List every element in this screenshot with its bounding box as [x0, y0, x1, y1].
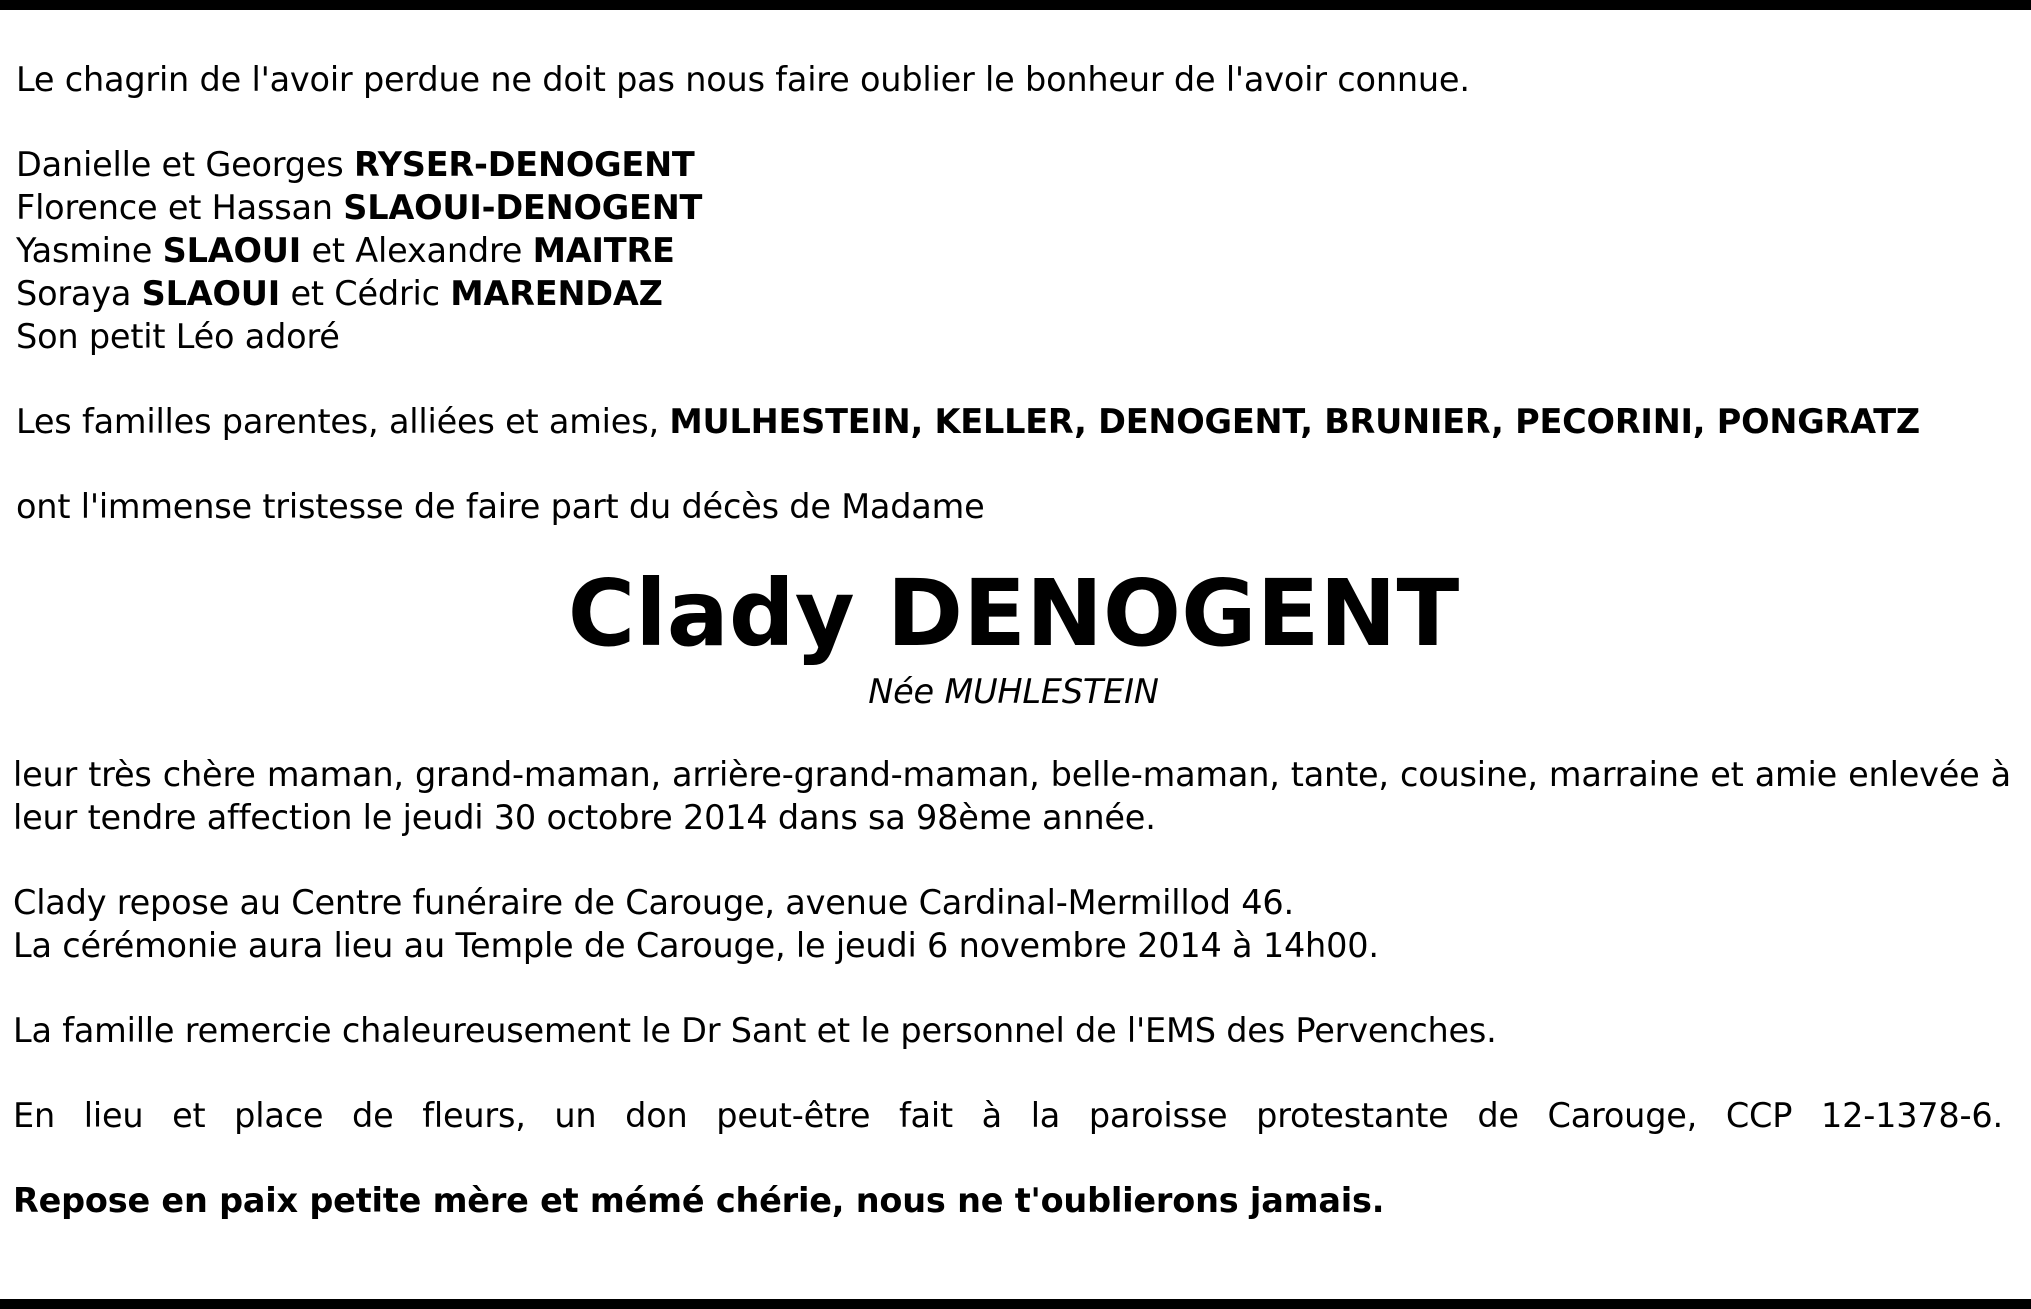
spacer	[16, 358, 2011, 400]
family-surname: SLAOUI	[141, 274, 281, 313]
family-partner-name: et Alexandre	[301, 231, 533, 270]
family-partner-surname: MARENDAZ	[450, 274, 663, 313]
relatives-line	[16, 400, 2011, 443]
location-line: Clady repose au Centre funéraire de Carouge, avenue Cardinal-Mermillod 46.	[13, 883, 1294, 922]
relation-paragraph: leur très chère maman, grand-maman, arrière-grand-maman, belle-maman, tante, cousine, marraine et amie enlevée à leur tendre affection le jeudi 30 octobre 2014 dans sa 98ème année.	[13, 755, 2011, 837]
family-surname: SLAOUI-DENOGENT	[343, 188, 703, 227]
family-line	[16, 315, 2011, 358]
family-line	[16, 272, 2011, 315]
family-first-names: Son petit Léo adoré	[16, 317, 340, 356]
spacer	[16, 967, 2011, 1009]
family-first-names: Danielle et Georges	[16, 145, 354, 184]
family-partner-surname: MAITRE	[532, 231, 675, 270]
closing-line: Repose en paix petite mère et mémé chérie, nous ne t'oublierons jamais.	[13, 1181, 1385, 1220]
family-partner-name: et Cédric	[280, 274, 451, 313]
family-surname: RYSER-DENOGENT	[353, 145, 695, 184]
spacer	[16, 713, 2011, 753]
spacer	[16, 1137, 2011, 1179]
obituary-notice	[13, 58, 2011, 1222]
top-border-rule	[0, 0, 2031, 10]
deceased-birth-name: Née MUHLESTEIN	[868, 672, 1159, 711]
bottom-border-rule	[0, 1299, 2031, 1309]
spacer	[16, 443, 2011, 485]
family-line	[16, 186, 2011, 229]
family-first-names: Yasmine	[16, 231, 163, 270]
spacer	[16, 101, 2011, 143]
deceased-name: Clady DENOGENT	[567, 560, 1460, 667]
family-line	[16, 143, 2011, 186]
spacer	[16, 839, 2011, 881]
family-first-names: Florence et Hassan	[16, 188, 344, 227]
thanks-line: La famille remercie chaleureusement le Dr Sant et le personnel de l'EMS des Pervenches.	[13, 1011, 1497, 1050]
relatives-intro: Les familles parentes, alliées et amies,	[16, 402, 670, 441]
donation-line: En lieu et place de fleurs, un don peut-être fait à la paroisse protestante de Carouge, CCP 12-1378-6.	[13, 1096, 2003, 1135]
ceremony-line: La cérémonie aura lieu au Temple de Carouge, le jeudi 6 novembre 2014 à 14h00.	[13, 926, 1379, 965]
opening-quote: Le chagrin de l'avoir perdue ne doit pas nous faire oublier le bonheur de l'avoir connue.	[16, 60, 1470, 99]
family-list	[16, 143, 2011, 358]
announcement-line: ont l'immense tristesse de faire part du décès de Madame	[16, 487, 985, 526]
family-surname: SLAOUI	[162, 231, 302, 270]
family-first-names: Soraya	[16, 274, 142, 313]
relatives-surnames: MULHESTEIN, KELLER, DENOGENT, BRUNIER, PECORINI, PONGRATZ	[669, 402, 1921, 441]
spacer	[16, 1052, 2011, 1094]
family-line	[16, 229, 2011, 272]
